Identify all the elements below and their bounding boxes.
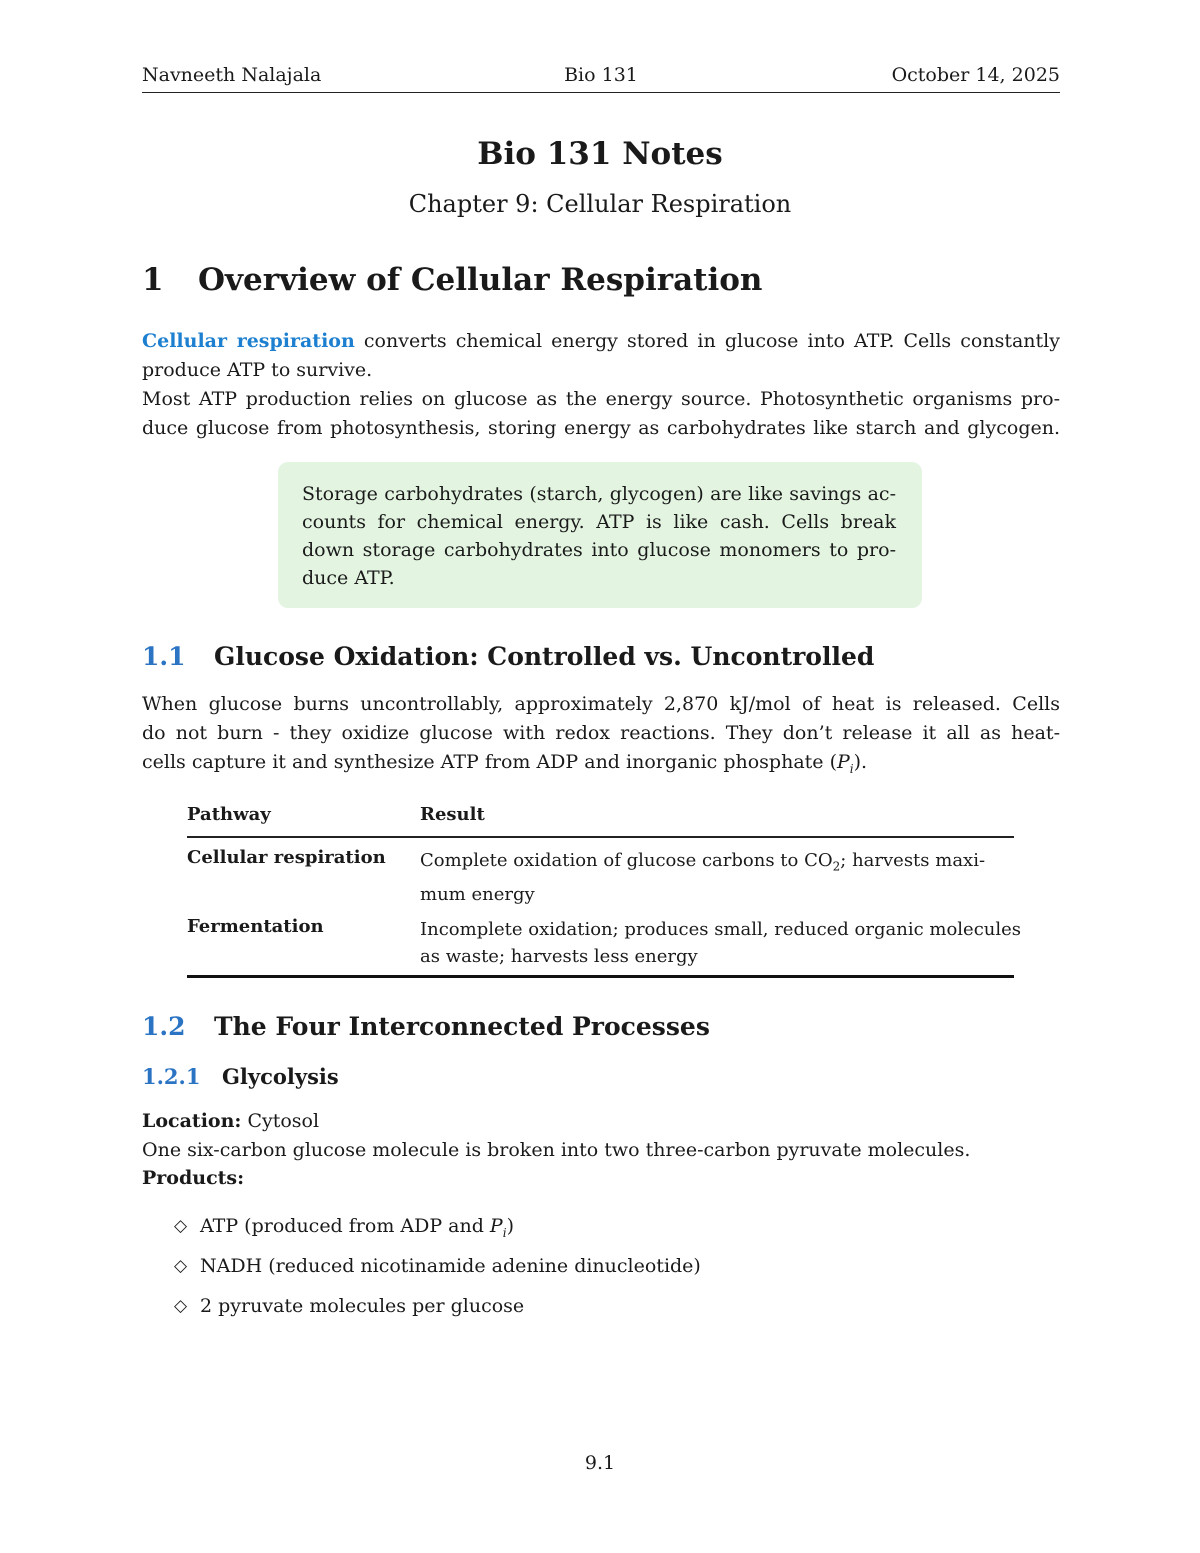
callout-line: down storage carbohydrates into glucose monomers to pro- [302, 539, 896, 561]
products-list [174, 1212, 701, 1332]
paragraph-line: produce ATP to survive. [142, 359, 373, 381]
location-line [142, 1110, 319, 1132]
table-midrule [187, 836, 1014, 838]
section-1-paragraph [142, 327, 1060, 443]
header-date: October 14, 2025 [891, 64, 1060, 86]
table-cell-result: Complete oxidation of glucose carbons to $CO_2$; harvests maxi- mum energy [420, 850, 986, 905]
document-subtitle: Chapter 9: Cellular Respiration [408, 190, 792, 218]
list-item: ◇ 2 pyruvate molecules per glucose [174, 1292, 701, 1332]
list-item: ◇ ATP (produced from ADP and $P_i$) [174, 1212, 701, 1252]
paragraph-line: When glucose burns uncontrollably, approximately 2,870 kJ/mol of heat is released. Cells [142, 693, 1060, 715]
callout-box [278, 462, 922, 608]
table-header-pathway: Pathway [187, 804, 271, 825]
header-rule [142, 92, 1060, 93]
phosphate-symbol: $P_i$ [836, 751, 854, 776]
subsection-title: Glucose Oxidation: Controlled vs. Uncontrolled [214, 642, 875, 671]
callout-line: duce ATP. [302, 567, 395, 589]
table-header-row [187, 804, 1014, 825]
key-term: Cellular respiration [142, 330, 355, 352]
paragraph-line: do not burn - they oxidize glucose with redox reactions. They don’t release it all as heat- [142, 722, 1060, 744]
glycolysis-description: One six-carbon glucose molecule is broken into two three-carbon pyruvate molecules. [142, 1139, 971, 1161]
section-1-1-heading [142, 642, 874, 671]
table-bottomrule [187, 975, 1014, 978]
paragraph-line: cells capture it and synthesize ATP from ADP and inorganic phosphate $(P_i)$. [142, 751, 868, 776]
running-header [142, 62, 1060, 92]
subsection-number: 1.1 [142, 642, 186, 671]
list-item: ◇ NADH (reduced nicotinamide adenine dinucleotide) [174, 1252, 701, 1292]
table-header-result: Result [420, 804, 485, 825]
callout-line: Storage carbohydrates (starch, glycogen) are like savings ac- [302, 483, 896, 505]
subsubsection-number: 1.2.1 [142, 1064, 201, 1089]
location-label: Location: [142, 1110, 242, 1132]
paragraph-line: Cellular respiration converts chemical energy stored in glucose into ATP. Cells constantly [142, 330, 1060, 352]
section-number: 1 [142, 262, 164, 298]
section-1-2-1-heading [142, 1064, 339, 1089]
table-cell-result: Incomplete oxidation; produces small, reduced organic molecules as waste; harvests less energy [420, 919, 1022, 967]
products-label: Products: [142, 1167, 245, 1189]
header-author: Navneeth Nalajala [142, 64, 322, 86]
section-1-2-heading [142, 1012, 710, 1041]
diamond-bullet-icon: ◇ [174, 1296, 188, 1316]
section-1-1-paragraph [142, 690, 1060, 784]
subsubsection-title: Glycolysis [222, 1064, 339, 1089]
phosphate-symbol: $P_i$ [489, 1215, 507, 1240]
header-course: Bio 131 [564, 64, 638, 86]
location-value: Cytosol [241, 1110, 320, 1132]
subsection-number: 1.2 [142, 1012, 186, 1041]
table-cell-pathway: Fermentation [187, 916, 324, 937]
paragraph-line: Most ATP production relies on glucose as the energy source. Photosynthetic organisms pro- [142, 388, 1060, 410]
subsection-title: The Four Interconnected Processes [214, 1012, 710, 1041]
section-1-heading [142, 262, 762, 298]
page-number: 9.1 [584, 1452, 616, 1474]
diamond-bullet-icon: ◇ [174, 1256, 188, 1276]
paragraph-line: duce glucose from photosynthesis, storing energy as carbohydrates like starch and glycogen. [142, 417, 1060, 439]
callout-line: counts for chemical energy. ATP is like cash. Cells break [302, 511, 896, 533]
diamond-bullet-icon: ◇ [174, 1216, 188, 1236]
section-title: Overview of Cellular Respiration [198, 262, 763, 298]
document-title: Bio 131 Notes [477, 136, 723, 172]
table-cell-pathway: Cellular respiration [187, 847, 386, 868]
